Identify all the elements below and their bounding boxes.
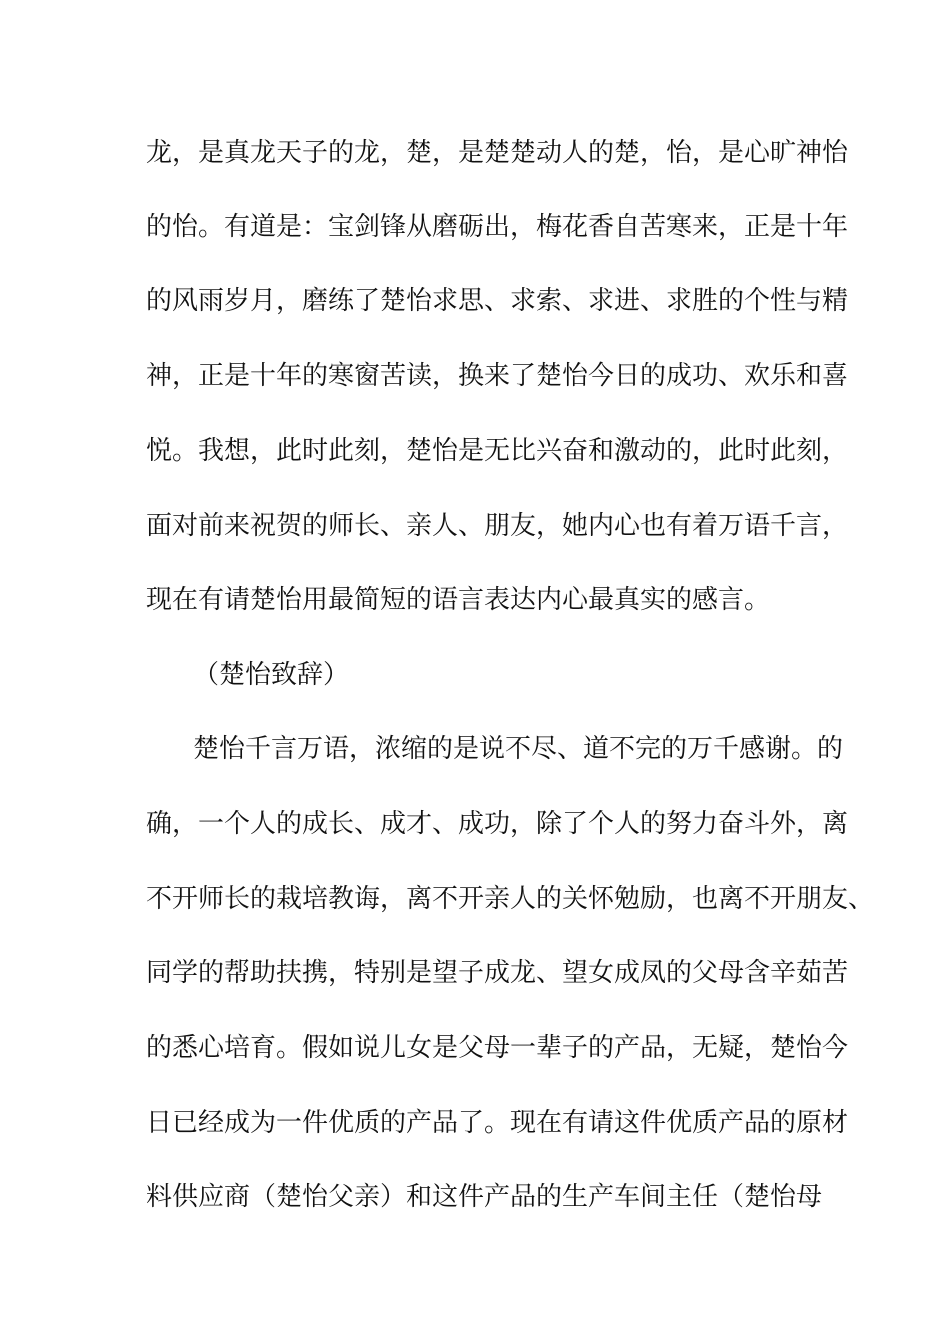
text-line: 悦。我想，此时此刻，楚怡是无比兴奋和激动的，此时此刻， bbox=[146, 436, 849, 466]
text-line: 的风雨岁月，磨练了楚怡求思、求索、求进、求胜的个性与精 bbox=[146, 286, 849, 316]
text-line: 龙，是真龙天子的龙，楚，是楚楚动人的楚，怡，是心旷神怡 bbox=[146, 138, 849, 168]
text-line: 现在有请楚怡用最简短的语言表达内心最真实的感言。 bbox=[146, 585, 771, 615]
text-line: 楚怡千言万语，浓缩的是说不尽、道不完的万千感谢。的 bbox=[193, 734, 844, 764]
text-line: 确，一个人的成长、成才、成功，除了个人的努力奋斗外，离 bbox=[146, 809, 849, 839]
text-line: 日已经成为一件优质的产品了。现在有请这件优质产品的原材 bbox=[146, 1108, 849, 1138]
text-line: 同学的帮助扶携，特别是望子成龙、望女成凤的父母含辛茹苦 bbox=[146, 958, 849, 988]
text-line: 不开师长的栽培教诲，离不开亲人的关怀勉励，也离不开朋友、 bbox=[146, 884, 875, 914]
text-line: 面对前来祝贺的师长、亲人、朋友，她内心也有着万语千言， bbox=[146, 511, 849, 541]
text-line: 料供应商（楚怡父亲）和这件产品的生产车间主任（楚怡母 bbox=[146, 1182, 823, 1212]
stage-direction: （楚怡致辞） bbox=[193, 660, 350, 690]
text-line: 的悉心培育。假如说儿女是父母一辈子的产品，无疑，楚怡今 bbox=[146, 1033, 849, 1063]
text-line: 神，正是十年的寒窗苦读，换来了楚怡今日的成功、欢乐和喜 bbox=[146, 361, 849, 391]
text-line: 的怡。有道是：宝剑锋从磨砺出，梅花香自苦寒来，正是十年 bbox=[146, 212, 849, 242]
